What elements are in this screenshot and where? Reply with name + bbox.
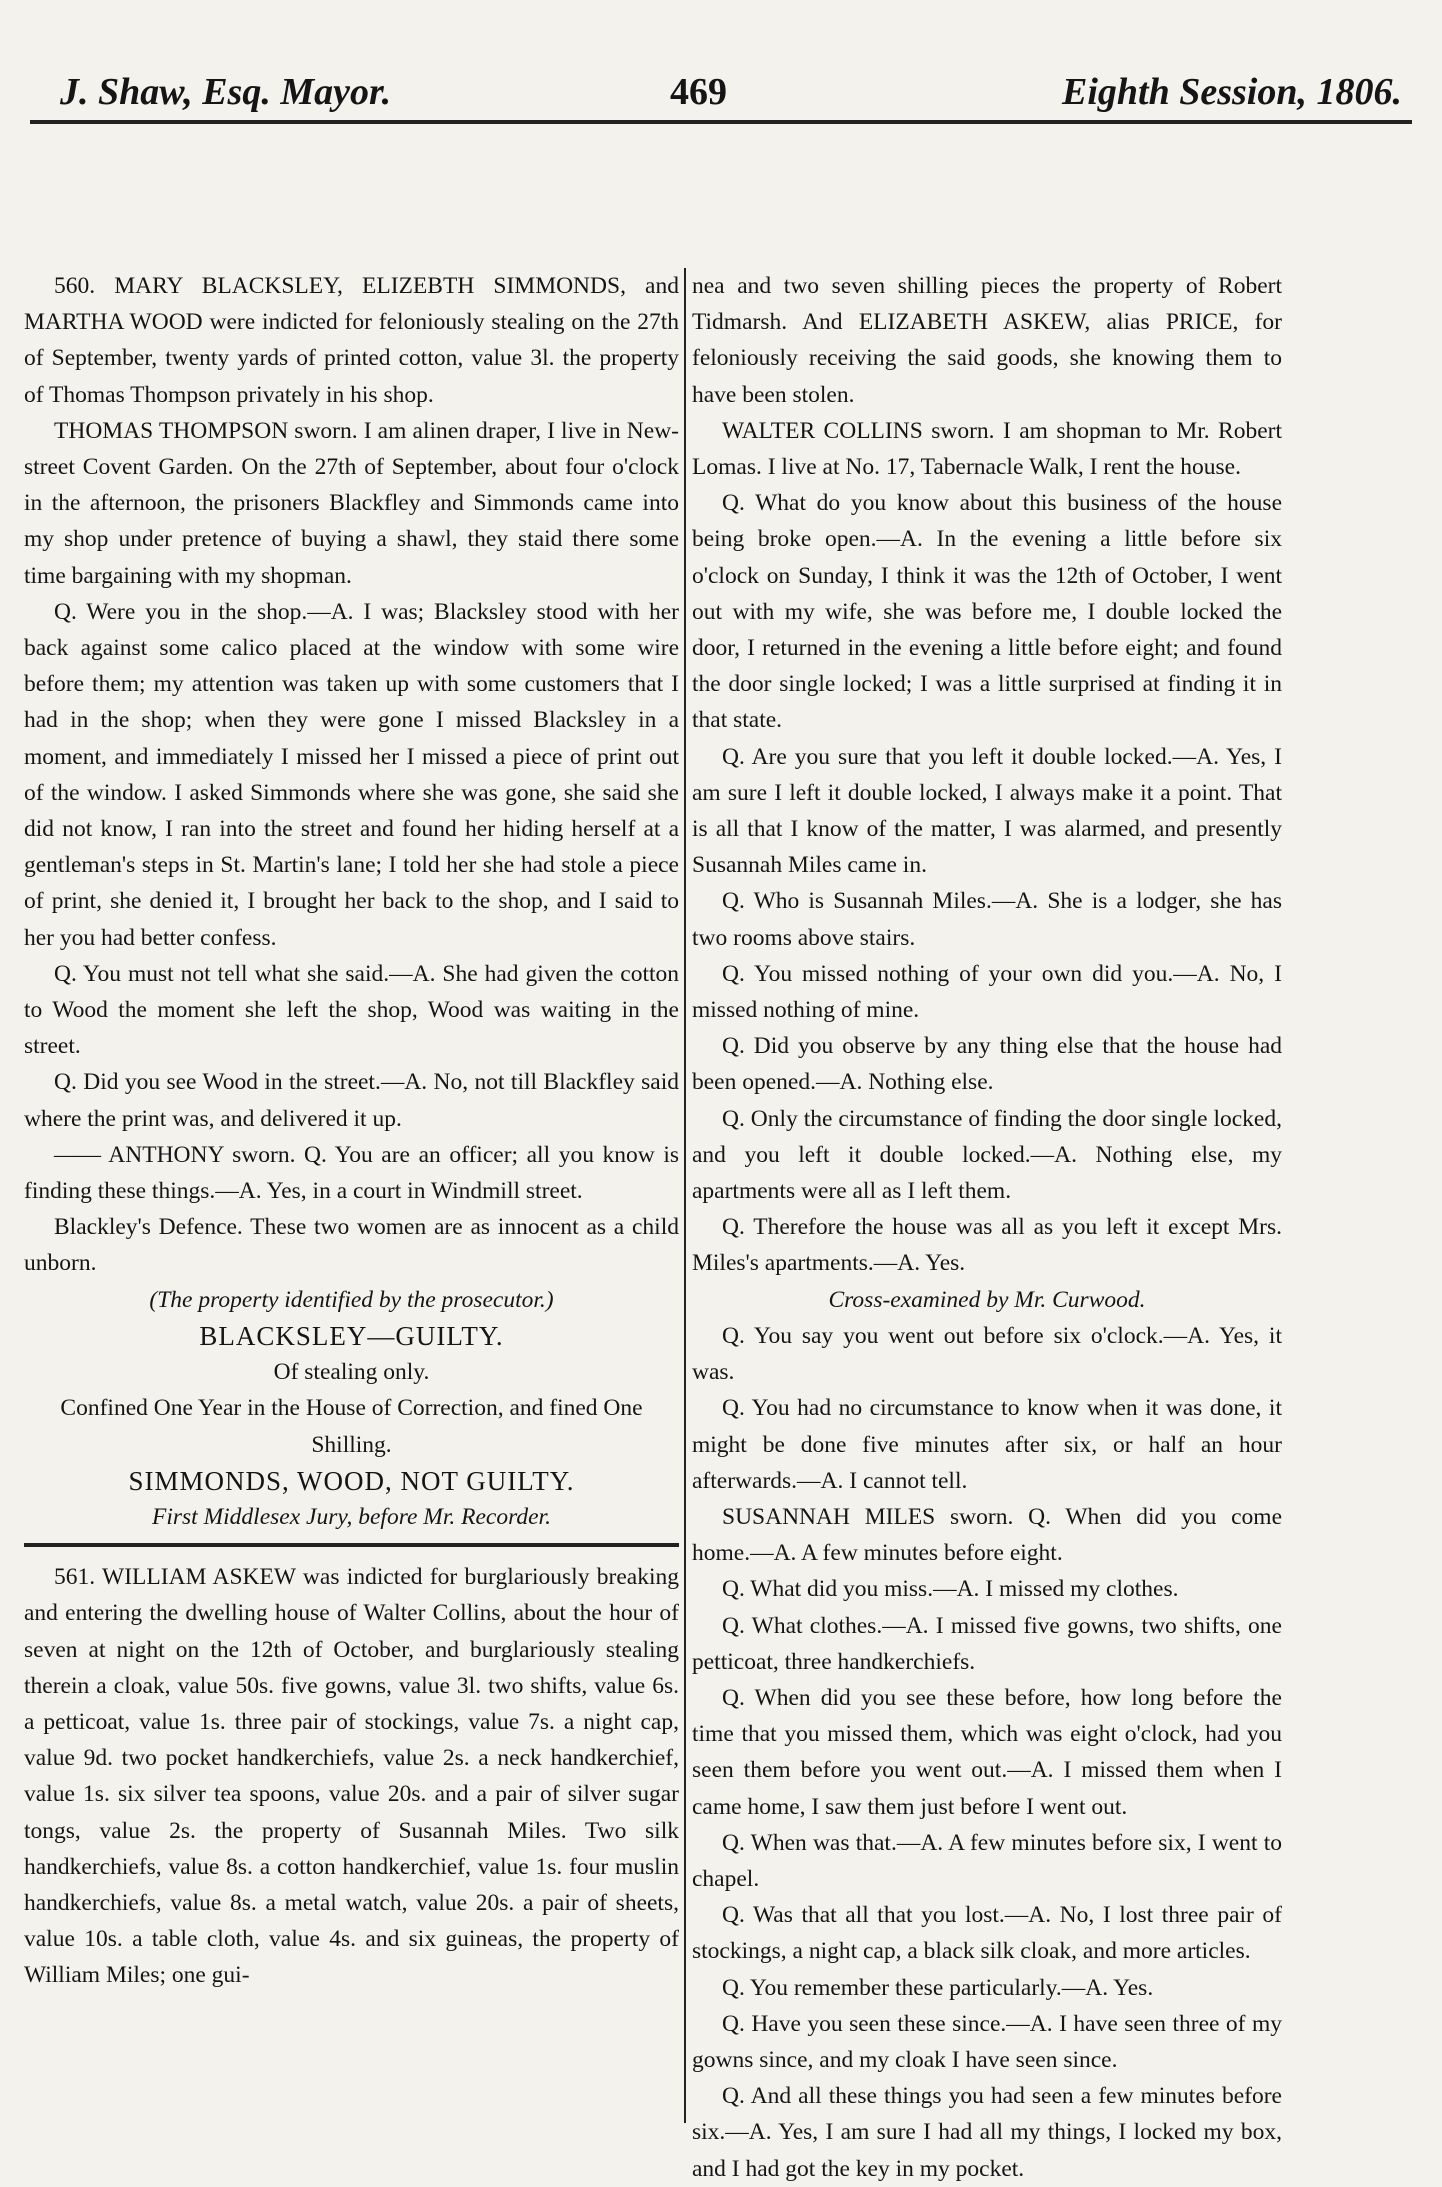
page-number: 469 <box>670 71 727 113</box>
testimony-paragraph: Q. What clothes.—A. I missed five gowns, two shifts, one petticoat, three handkerchiefs. <box>692 1612 1282 1675</box>
sentence: Confined One Year in the House of Correction, and fined One Shilling. <box>60 1395 643 1458</box>
column-divider <box>684 268 686 2123</box>
testimony-paragraph: Q. Are you sure that you left it double locked.—A. Yes, I am sure I left it double locked, I always make it a point. That is all that I know of the matter, I was alarmed, and presently Susannah Miles came in. <box>692 743 1282 879</box>
testimony-paragraph: THOMAS THOMPSON sworn. I am alinen draper, I live in New-street Covent Garden. On the 27th of September, about four o'clock in the afternoon, the prisoners Blackfley and Simmonds came into my shop under pretence of buying a shawl, they staid there some time bargaining with my shopman. <box>24 417 679 589</box>
cross-examination-heading: Cross-examined by Mr. Curwood. <box>828 1286 1146 1313</box>
right-column <box>692 268 1282 2182</box>
testimony-paragraph: WALTER COLLINS sworn. I am shopman to Mr. Robert Lomas. I live at No. 17, Tabernacle Walk, I rent the house. <box>692 417 1282 481</box>
case-561-indictment: 561. WILLIAM ASKEW was indicted for burglariously breaking and entering the dwelling house of Walter Collins, about the hour of seven at night on the 12th of October, and burglariously stealing therein a cloak, value 50s. five gowns, value 3l. two shifts, value 6s. a petticoat, value 1s. three pair of stockings, value 7s. a night cap, value 9d. two pocket handkerchiefs, value 2s. a neck handkerchief, value 1s. six silver tea spoons, value 20s. and a pair of silver sugar tongs, value 2s. the property of Susannah Miles. Two silk handkerchiefs, value 8s. a cotton handkerchief, value 1s. four muslin handkerchiefs, value 8s. a metal watch, value 20s. a pair of sheets, value 10s. a table cloth, value 4s. and six guineas, the property of William Miles; one gui- <box>24 1564 679 1989</box>
verdict-qualifier: Of stealing only. <box>273 1359 430 1386</box>
testimony-paragraph: Q. Only the circumstance of finding the door single locked, and you left it double locked.—A. Nothing else, my apartments were all as I left them. <box>692 1105 1282 1205</box>
verdict-guilty: BLACKSLEY—GUILTY. <box>199 1320 504 1351</box>
case-separator <box>24 1543 679 1547</box>
testimony-paragraph: Q. You remember these particularly.—A. Yes. <box>722 1974 1154 2001</box>
testimony-paragraph: Q. You must not tell what she said.—A. She had given the cotton to Wood the moment she left the shop, Wood was waiting in the street. <box>24 960 679 1060</box>
testimony-paragraph: Q. Were you in the shop.—A. I was; Blacksley stood with her back against some calico placed at the window with some wire before them; my attention was taken up with some customers that I had in the shop; when they were gone I missed Blacksley in a moment, and immediately I missed her I missed a piece of print out of the window. I asked Simmonds where she was gone, she said she did not know, I ran into the street and found her hiding herself at a gentleman's steps in St. Martin's lane; I told her she had stole a piece of print, she denied it, I brought her back to the shop, and I said to her you had better confess. <box>24 598 679 951</box>
jury-note: First Middlesex Jury, before Mr. Recorder. <box>152 1503 551 1530</box>
testimony-paragraph: —— ANTHONY sworn. Q. You are an officer; all you know is finding these things.—A. Yes, in a court in Windmill street. <box>24 1141 679 1205</box>
page-header <box>30 60 1412 120</box>
verdict-not-guilty <box>24 1463 679 1499</box>
testimony-paragraph: Q. You had no circumstance to know when it was done, it might be done five minutes after six, or half an hour afterwards.—A. I cannot tell. <box>692 1395 1282 1494</box>
testimony-paragraph: Q. You say you went out before six o'clock.—A. Yes, it was. <box>692 1322 1282 1386</box>
testimony-paragraph: Q. What do you know about this business of the house being broke open.—A. In the evening a little before six o'clock on Sunday, I think it was the 12th of October, I went out with my wife, she was before me, I double locked the door, I returned in the evening a little before eight; and found the door single locked; I was a little surprised at finding it in that state. <box>692 490 1282 734</box>
testimony-paragraph: Q. Have you seen these since.—A. I have seen three of my gowns since, and my cloak I have seen since. <box>692 2010 1282 2073</box>
header-rule <box>30 120 1412 124</box>
testimony-paragraph: Q. Did you see Wood in the street.—A. No, not till Blackfley said where the print was, and delivered it up. <box>24 1069 679 1132</box>
testimony-paragraph: Q. Therefore the house was all as you left it except Mrs. Miles's apartments.—A. Yes. <box>692 1214 1282 1277</box>
testimony-paragraph: Q. You missed nothing of your own did you.—A. No, I missed nothing of mine. <box>692 960 1282 1024</box>
header-mayor: J. Shaw, Esq. Mayor. <box>60 71 392 113</box>
header-session: Eighth Session, 1806. <box>1062 71 1402 113</box>
indictment-continuation: nea and two seven shilling pieces the property of Robert Tidmarsh. And ELIZABETH ASKEW, alias PRICE, for feloniously receiving the said goods, she knowing them to have been stolen. <box>692 273 1282 408</box>
testimony-paragraph: Q. Did you observe by any thing else that the house had been opened.—A. Nothing else. <box>692 1033 1282 1096</box>
testimony-paragraph: Q. When did you see these before, how long before the time that you missed them, which was eight o'clock, had you seen them before you went out.—A. I missed them when I came home, I saw them just before I went out. <box>692 1684 1282 1820</box>
testimony-paragraph: Q. What did you miss.—A. I missed my clothes. <box>722 1576 1179 1603</box>
testimony-paragraph: Q. Who is Susannah Miles.—A. She is a lodger, she has two rooms above stairs. <box>692 888 1282 951</box>
defence-paragraph: Blackley's Defence. These two women are as innocent as a child unborn. <box>24 1214 679 1277</box>
not-guilty-label: NOT GUILTY. <box>400 1465 575 1496</box>
property-identified-note: (The property identified by the prosecutor.) <box>149 1286 554 1313</box>
case-560-indictment: 560. MARY BLACKSLEY, ELIZEBTH SIMMONDS, and MARTHA WOOD were indicted for feloniously stealing on the 27th of September, twenty yards of printed cotton, value 3l. the property of Thomas Thompson privately in his shop. <box>24 273 679 408</box>
testimony-paragraph: Q. When was that.—A. A few minutes before six, I went to chapel. <box>692 1829 1282 1892</box>
left-column <box>24 268 679 2084</box>
testimony-paragraph: SUSANNAH MILES sworn. Q. When did you come home.—A. A few minutes before eight. <box>692 1503 1282 1567</box>
testimony-paragraph: Q. And all these things you had seen a few minutes before six.—A. Yes, I am sure I had all my things, I locked my box, and I had got the key in my pocket. <box>692 2083 1282 2182</box>
testimony-paragraph: Q. Was that all that you lost.—A. No, I lost three pair of stockings, a night cap, a black silk cloak, and more articles. <box>692 1902 1282 1965</box>
acquitted-names: SIMMONDS, WOOD, <box>128 1465 393 1496</box>
